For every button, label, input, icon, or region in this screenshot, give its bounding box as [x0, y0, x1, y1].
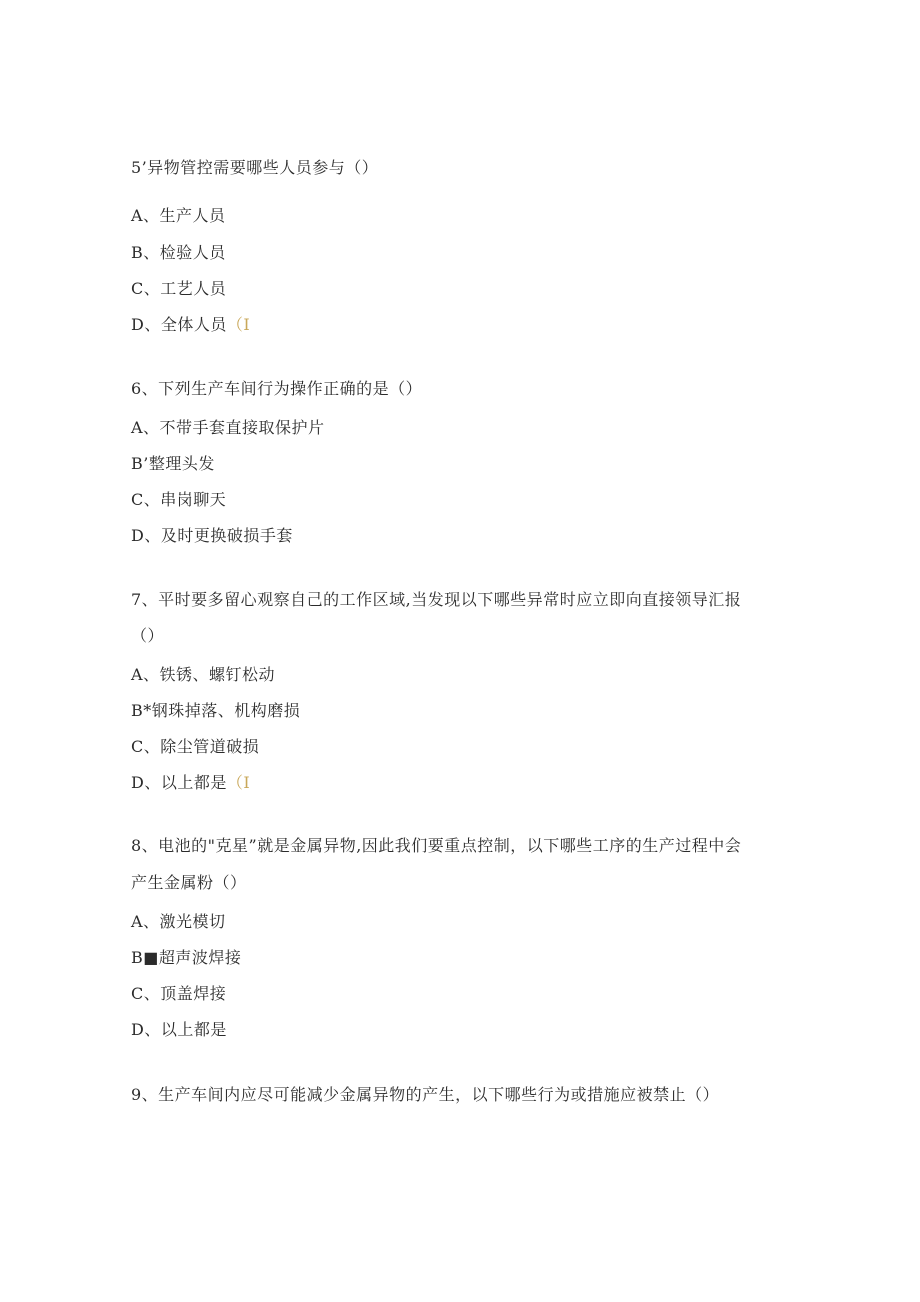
question-6-option-b: B’整理头发: [131, 454, 215, 473]
question-7-option-d: D、以上都是: [131, 773, 227, 792]
question-6-option-d: D、及时更换破损手套: [131, 526, 293, 545]
question-5-option-a: A、生产人员: [131, 206, 226, 225]
question-8-text-line2: 产生金属粉（）: [131, 873, 247, 892]
question-9-text: 9、生产车间内应尽可能减少金属异物的产生，以下哪些行为或措施应被禁止（）: [131, 1085, 720, 1104]
question-7-option-b: B*钢珠掉落、机构磨损: [131, 701, 301, 720]
question-8-option-c: C、顶盖焊接: [131, 984, 227, 1003]
question-6-option-a: A、不带手套直接取保护片: [131, 418, 325, 437]
question-5-option-c: C、工艺人员: [131, 279, 227, 298]
question-8-text-line1: 8、电池的"克星”就是金属异物,因此我们要重点控制，以下哪些工序的生产过程中会: [131, 836, 742, 855]
question-7-option-a: A、铁锈、螺钉松动: [131, 665, 276, 684]
question-6-text: 6、下列生产车间行为操作正确的是（）: [131, 379, 423, 398]
question-7-option-c: C、除尘管道破损: [131, 737, 260, 756]
question-8-option-d: D、以上都是: [131, 1020, 227, 1039]
question-5-option-b: B、检验人员: [131, 243, 226, 262]
question-7-text-line2: （）: [131, 626, 165, 645]
answer-mark: （I: [226, 773, 251, 792]
question-5-option-d: D、全体人员: [131, 315, 227, 334]
question-7-option-d-row: [131, 773, 250, 793]
question-5-option-d-row: [131, 315, 250, 335]
question-8-option-a: A、激光模切: [131, 912, 226, 931]
question-7-text-line1: 7、平时要多留心观察自己的工作区域,当发现以下哪些异常时应立即向直接领导汇报: [131, 590, 742, 609]
answer-mark: （I: [226, 315, 251, 334]
question-6-option-c: C、串岗聊天: [131, 490, 227, 509]
question-8-option-b: B■超声波焊接: [131, 948, 242, 967]
question-5-text: 5’异物管控需要哪些人员参与（）: [131, 158, 379, 177]
